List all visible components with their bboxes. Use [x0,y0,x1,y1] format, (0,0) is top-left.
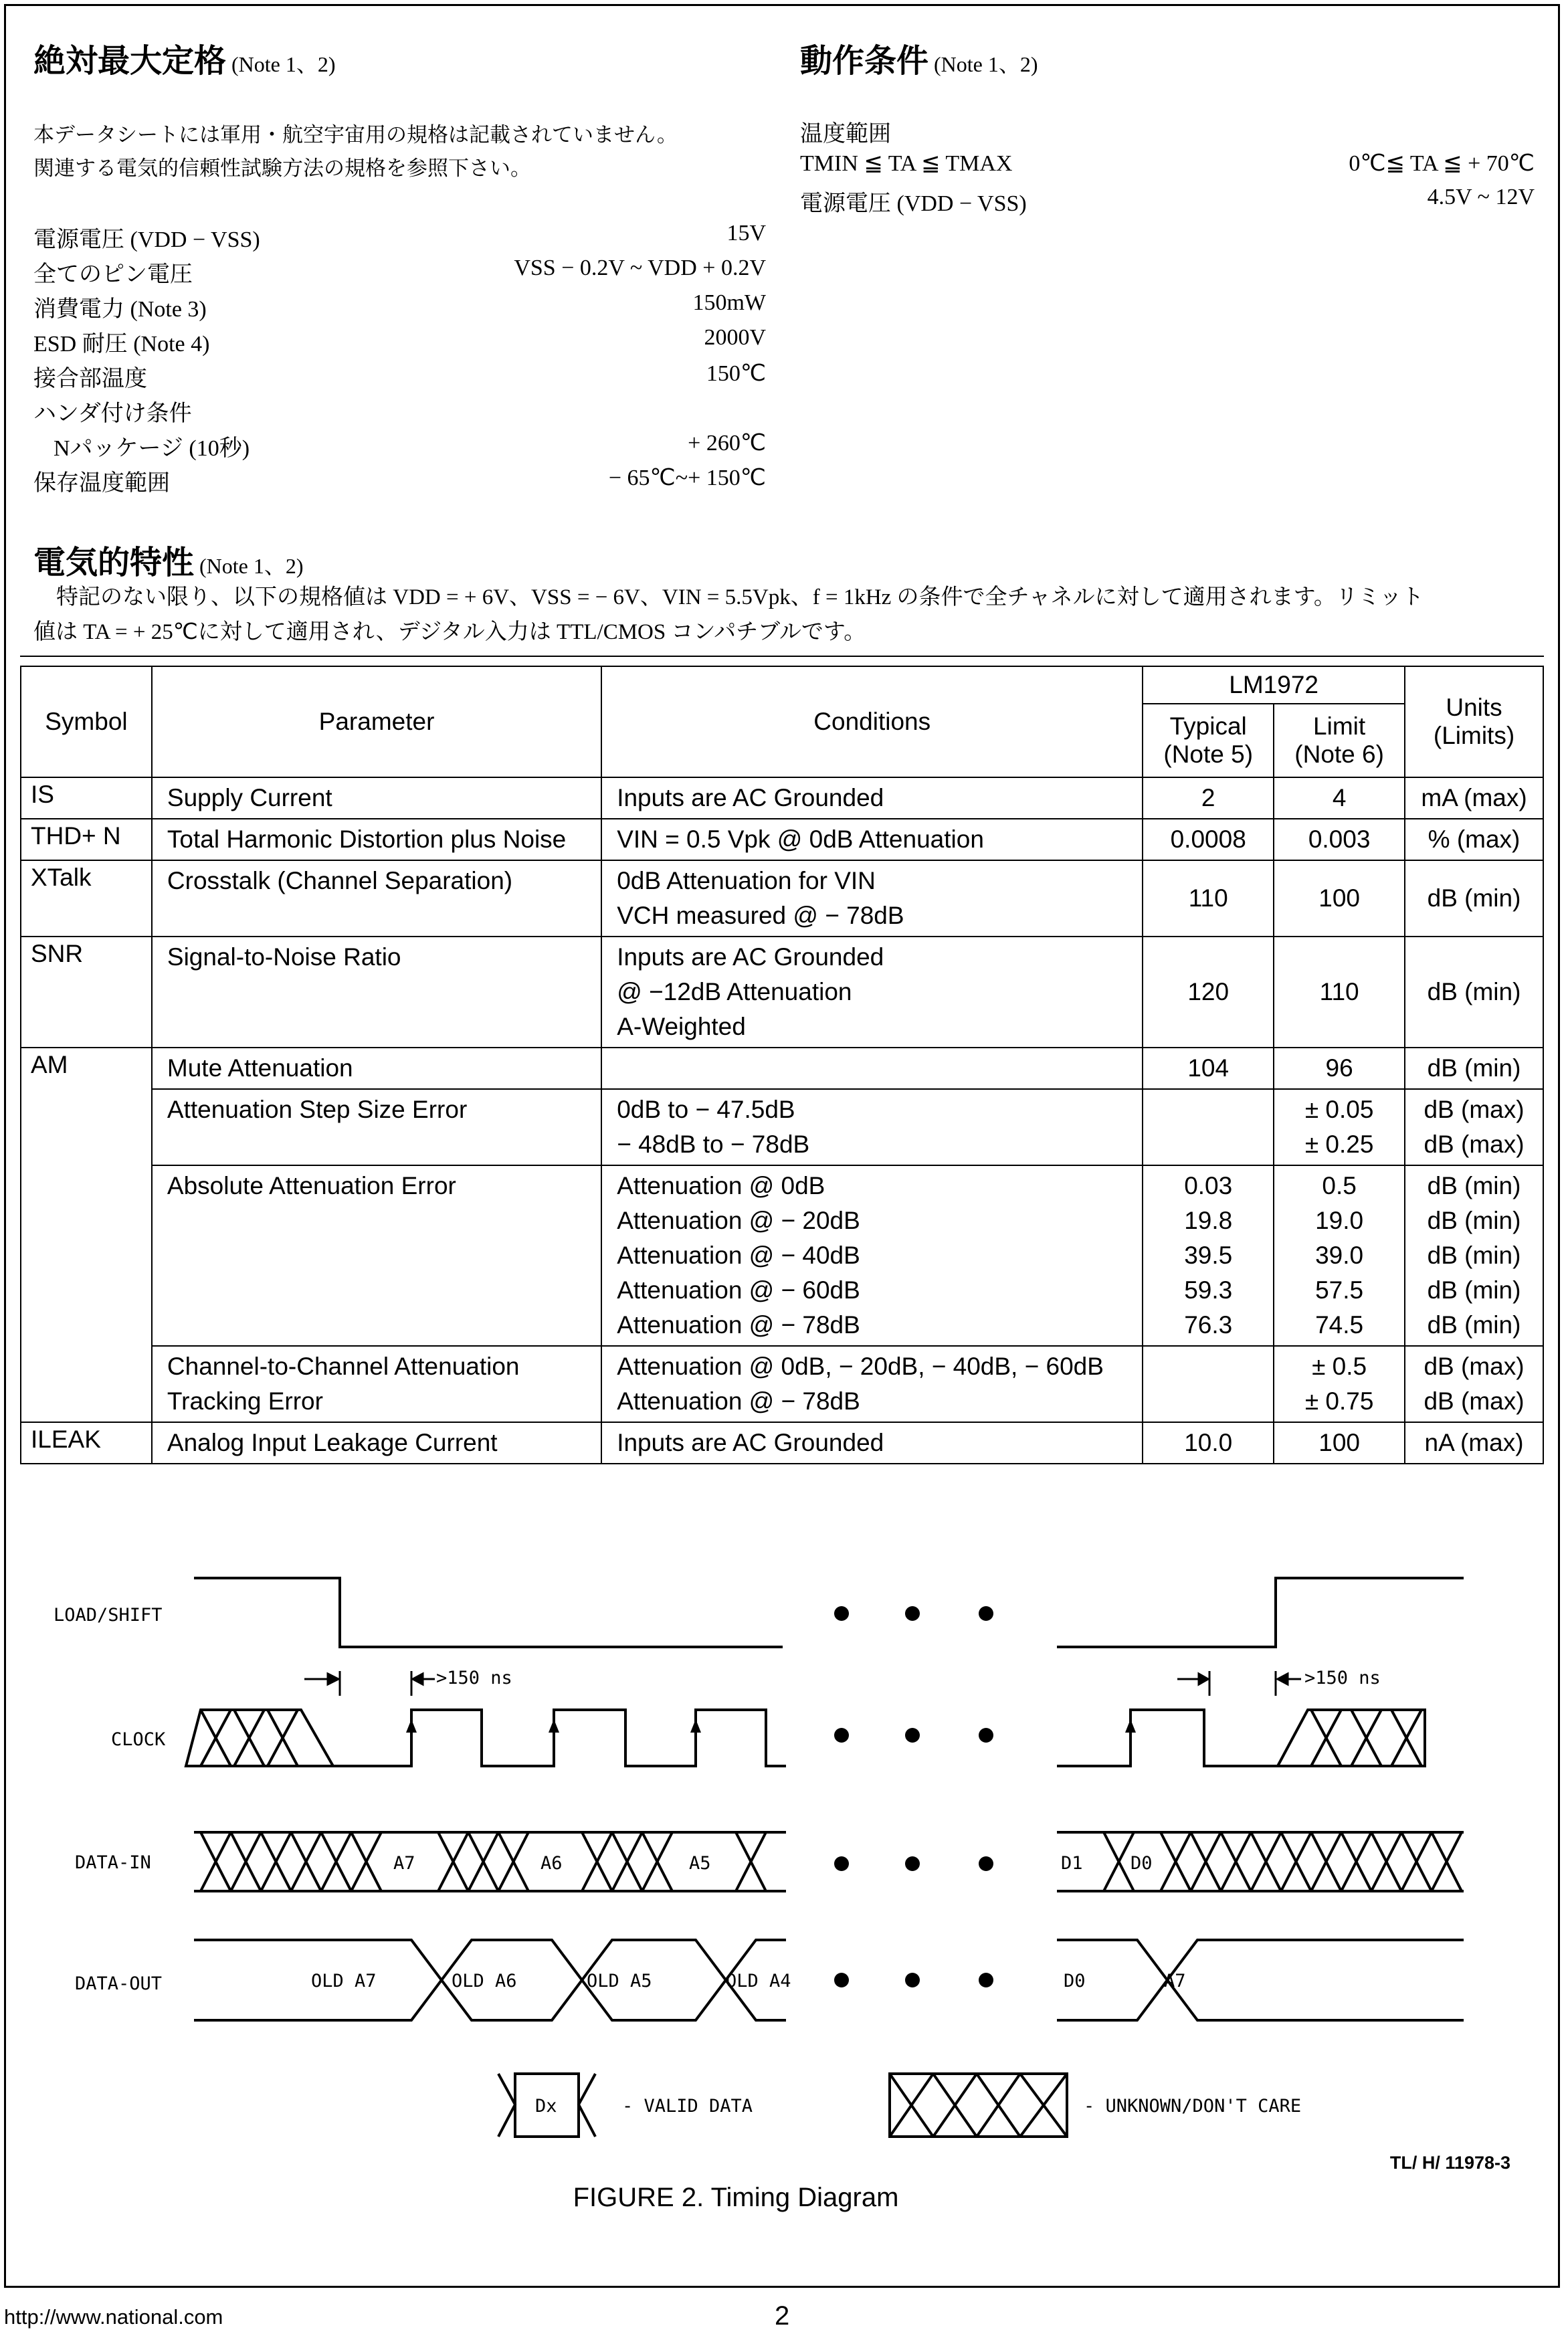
cell-limit-line: 96 [1325,1054,1353,1082]
cell-parameter [152,1346,601,1422]
data-in-a6: A6 [541,1853,563,1874]
cell-limit-line: 110 [1319,978,1359,1005]
section-rule [20,656,1544,657]
row-value: 0℃≦ TA ≦ + 70℃ [1349,151,1535,176]
clock-rising-arrows [406,1719,1136,1733]
cell-conditions [601,1346,1143,1422]
row-label: 電源電圧 (VDD − VSS) [800,191,1027,216]
elec-note: (Note 1、2) [199,554,304,578]
cell-units [1405,819,1543,860]
cell-typical [1143,860,1274,937]
row-label: ハンダ付け条件 [33,401,192,426]
cell-conditions [601,819,1143,860]
cell-units-line: dB (min) [1427,1242,1521,1269]
data-out-old-a5: OLD A5 [587,1971,652,1991]
typical-note: (Note 5) [1163,741,1254,768]
cell-typical-line: 39.5 [1184,1242,1233,1269]
cell-limit-line: 74.5 [1315,1311,1364,1339]
elec-heading [33,536,304,583]
cell-parameter [152,937,601,1048]
header-limit [1274,704,1405,777]
cell-units [1405,1346,1543,1422]
row-label: 接合部温度 [33,367,147,391]
cell-units [1405,937,1543,1048]
electrical-table-body [21,777,1543,1464]
data-in-d1: D1 [1061,1853,1083,1874]
table-row [21,1422,1543,1464]
header-conditions: Conditions [601,666,1143,777]
op-cond-title: 動作条件 [800,42,929,80]
cell-typical-line [1158,1092,1258,1127]
cell-typical [1143,819,1274,860]
abs-max-heading [33,35,336,81]
row-value: 4.5V ~ 12V [1427,185,1535,209]
cell-symbol: XTalk [21,860,152,937]
footer-url[interactable]: http://www.national.com [4,2305,223,2329]
cell-parameter-line: Absolute Attenuation Error [167,1172,456,1199]
cell-limit-line: 19.0 [1315,1207,1364,1234]
cell-units-line: dB (min) [1427,1207,1521,1234]
electrical-table [20,666,1544,1464]
cell-units [1405,1422,1543,1464]
cell-parameter [152,1048,601,1089]
cell-conditions [601,1048,1143,1089]
row-label: 全てのピン電圧 [33,262,193,287]
cell-typical-line: 19.8 [1184,1207,1233,1234]
figure-ref: TL/ H/ 11978-3 [1389,2153,1510,2173]
row-label: ESD 耐圧 (Note 4) [33,332,210,357]
cell-typical-line: 59.3 [1184,1276,1233,1304]
cell-typical-line: 120 [1187,978,1230,1005]
signal-data-in-label: DATA-IN [75,1852,151,1873]
continuation-dots [834,1606,993,1987]
data-in-a7: A7 [393,1853,415,1874]
cell-conditions-line: Attenuation @ − 60dB [617,1276,860,1304]
cell-units-line: dB (min) [1427,884,1521,912]
cell-parameter-line: Crosstalk (Channel Separation) [167,867,513,894]
cell-parameter-line: Total Harmonic Distortion plus Noise [167,825,567,853]
cell-typical-line: 10.0 [1184,1429,1233,1456]
cell-conditions [601,860,1143,937]
cell-limit [1274,1089,1405,1165]
units-sub: (Limits) [1433,722,1515,749]
cell-limit-line: 4 [1332,784,1347,811]
header-typical [1143,704,1274,777]
cell-symbol: ILEAK [21,1422,152,1464]
units-label: Units [1446,694,1502,721]
cell-limit [1274,777,1405,819]
cell-typical-line: 76.3 [1184,1311,1233,1339]
cell-limit-line: ± 0.75 [1304,1387,1374,1415]
cell-limit [1274,937,1405,1048]
cell-parameter-line: Channel-to-Channel Attenuation [167,1353,520,1380]
cell-units-line: % (max) [1428,825,1521,853]
row-label: 消費電力 (Note 3) [33,297,207,322]
row-value: 150℃ [706,361,766,386]
header-parameter: Parameter [152,666,601,777]
elec-desc-1: 特記のない限り、以下の規格値は VDD = + 6V、VSS = − 6V、VIN = 5.5Vpk、f = 1kHz の条件で全チャネルに対して適用されます。リミット [56,585,1424,609]
signal-load-shift-label: LOAD/SHIFT [54,1605,163,1626]
table-row [21,937,1543,1048]
clock-wave-left [333,1710,786,1766]
timing-diagram [0,1539,1568,2221]
clock-wave-right [1057,1710,1278,1766]
elec-desc-2: 値は TA = + 25℃に対して適用され、デジタル入力は TTL/CMOS コンパチブルです。 [33,620,866,644]
cell-limit [1274,819,1405,860]
data-out-d0: D0 [1064,1971,1086,1991]
cell-typical [1143,1089,1274,1165]
cell-limit-line: ± 0.25 [1304,1131,1374,1158]
table-row [21,860,1543,937]
data-out-old-a7: OLD A7 [311,1971,377,1991]
cell-conditions-line: Attenuation @ − 78dB [617,1387,860,1415]
legend-dx: Dx [535,2096,557,2117]
cell-parameter [152,1422,601,1464]
row-value: 15V [726,221,766,246]
cell-typical-line: 110 [1188,884,1228,912]
cell-limit [1274,1346,1405,1422]
typical-label: Typical [1169,712,1247,740]
cell-limit-line: 0.003 [1308,825,1371,853]
cell-units-line: mA (max) [1421,784,1527,811]
row-value: − 65℃~+ 150℃ [608,466,766,490]
cell-typical [1143,777,1274,819]
row-value: + 260℃ [688,431,766,456]
cell-conditions-line: Attenuation @ − 40dB [617,1242,860,1269]
data-in-d0: D0 [1131,1853,1153,1874]
cell-conditions-line: Attenuation @ 0dB, − 20dB, − 40dB, − 60dB [617,1353,1104,1380]
cell-units-line: dB (min) [1427,1172,1521,1199]
cell-conditions-line: A-Weighted [617,1013,746,1040]
data-out-old-a4: OLD A4 [726,1971,791,1991]
abs-max-title: 絶対最大定格 [33,42,227,80]
cell-typical [1143,1346,1274,1422]
cell-units [1405,1089,1543,1165]
cell-conditions-line: 0dB Attenuation for VIN [617,867,876,894]
cell-typical-line [1158,1349,1258,1384]
op-cond-heading [800,35,1038,81]
cell-parameter-line: Supply Current [167,784,332,811]
legend-unknown-label: - UNKNOWN/DON'T CARE [1084,2096,1302,2117]
cell-units [1405,777,1543,819]
cell-typical-line [1158,1127,1258,1162]
cell-typical-line: 0.03 [1184,1172,1233,1199]
op-cond-note: (Note 1、2) [934,52,1038,76]
header-units [1405,666,1543,777]
cell-parameter [152,1089,601,1165]
cell-units-line: dB (max) [1424,1353,1525,1380]
row-label: 温度範囲 [800,122,891,146]
load-shift-wave-right [1057,1578,1464,1647]
cell-limit-line: 100 [1318,1429,1360,1456]
cell-symbol: AM [21,1048,152,1422]
setup-time-left: >150 ns [436,1668,512,1688]
cell-conditions-line: Attenuation @ − 20dB [617,1207,860,1234]
cell-units [1405,1048,1543,1089]
cell-symbol: IS [21,777,152,819]
data-out-a7: A7 [1164,1971,1186,1991]
cell-parameter-line: Tracking Error [167,1387,323,1415]
row-value: VSS − 0.2V ~ VDD + 0.2V [514,256,766,280]
cell-conditions [601,937,1143,1048]
cell-parameter-line: Attenuation Step Size Error [167,1096,468,1123]
cell-limit-line: 0.5 [1322,1172,1357,1199]
legend-unknown-shape [890,2074,1067,2137]
figure-caption: FIGURE 2. Timing Diagram [573,2183,899,2212]
cell-conditions-line: Inputs are AC Grounded [617,1429,884,1456]
cell-conditions-line: @ −12dB Attenuation [617,978,852,1005]
cell-parameter [152,1165,601,1346]
setup-time-right: >150 ns [1304,1668,1381,1688]
limit-note: (Note 6) [1294,741,1384,768]
row-label: 電源電圧 (VDD − VSS) [33,227,260,252]
cell-conditions-line [617,1051,1127,1086]
data-out-wave [194,1940,1464,2020]
cell-conditions [601,777,1143,819]
row-label: 保存温度範囲 [33,471,170,496]
page-number: 2 [775,2301,790,2331]
cell-conditions-line: 0dB to − 47.5dB [617,1096,795,1123]
signal-data-out-label: DATA-OUT [75,1973,163,1994]
cell-units-line: dB (max) [1424,1131,1525,1158]
cell-conditions-line: VCH measured @ − 78dB [617,902,904,929]
cell-typical [1143,1165,1274,1346]
cell-symbol: SNR [21,937,152,1048]
cell-limit [1274,1165,1405,1346]
data-in-wave [194,1832,1464,1891]
cell-typical [1143,1422,1274,1464]
cell-typical-line: 2 [1201,784,1215,811]
cell-units-line: dB (min) [1427,1054,1521,1082]
cell-symbol: THD+ N [21,819,152,860]
cell-parameter-line: Analog Input Leakage Current [167,1429,498,1456]
row-value: 150mW [692,290,766,315]
cell-conditions [601,1165,1143,1346]
signal-clock-label: CLOCK [111,1729,166,1750]
legend-valid-label: - VALID DATA [622,2096,753,2117]
table-row [21,1346,1543,1422]
cell-conditions [601,1089,1143,1165]
table-row [21,819,1543,860]
cell-parameter [152,819,601,860]
limit-label: Limit [1313,712,1366,740]
table-row [21,1165,1543,1346]
cell-units-line: dB (max) [1424,1387,1525,1415]
cell-units [1405,860,1543,937]
cell-typical-line [1158,1384,1258,1419]
cell-limit [1274,1048,1405,1089]
cell-conditions-line: − 48dB to − 78dB [617,1131,810,1158]
cell-conditions-line: VIN = 0.5 Vpk @ 0dB Attenuation [617,825,984,853]
cell-limit-line: ± 0.5 [1312,1353,1367,1380]
cell-units-line: dB (min) [1427,1311,1521,1339]
header-part: LM1972 [1143,666,1405,704]
cell-limit [1274,860,1405,937]
cell-conditions-line: Inputs are AC Grounded [617,943,884,971]
cell-limit-line: ± 0.05 [1304,1096,1374,1123]
cell-typical-line: 104 [1187,1054,1230,1082]
clock-unknown-left [186,1710,333,1766]
table-row [21,777,1543,819]
abs-max-intro-2: 関連する電気的信頼性試験方法の規格を参照下さい。 [33,157,531,181]
cell-units-line: nA (max) [1424,1429,1524,1456]
cell-conditions [601,1422,1143,1464]
cell-typical [1143,937,1274,1048]
cell-units-line: dB (max) [1424,1096,1525,1123]
cell-limit [1274,1422,1405,1464]
header-symbol: Symbol [21,666,152,777]
cell-typical [1143,1048,1274,1089]
abs-max-note: (Note 1、2) [231,52,336,76]
clock-unknown-right [1278,1710,1425,1766]
cell-parameter-line: Mute Attenuation [167,1054,353,1082]
cell-limit-line: 57.5 [1315,1276,1364,1304]
cell-conditions-line: Inputs are AC Grounded [617,784,884,811]
cell-parameter [152,860,601,937]
table-row [21,1089,1543,1165]
cell-limit-line: 100 [1318,884,1360,912]
cell-conditions-line: Attenuation @ − 78dB [617,1311,860,1339]
data-in-a5: A5 [689,1853,711,1874]
row-value: 2000V [704,325,766,350]
abs-max-intro-1: 本データシートには軍用・航空宇宙用の規格は記載されていません。 [33,123,678,147]
cell-conditions-line: Attenuation @ 0dB [617,1172,825,1199]
cell-parameter [152,777,601,819]
load-shift-wave-left [194,1578,783,1647]
elec-title: 電気的特性 [33,544,195,581]
cell-typical-line: 0.0008 [1170,825,1246,853]
row-label: TMIN ≦ TA ≦ TMAX [800,151,1013,176]
cell-units [1405,1165,1543,1346]
cell-units-line: dB (min) [1427,1276,1521,1304]
cell-parameter-line: Signal-to-Noise Ratio [167,943,401,971]
data-out-old-a6: OLD A6 [452,1971,517,1991]
table-row [21,1048,1543,1089]
cell-limit-line: 39.0 [1315,1242,1364,1269]
row-label: Nパッケージ (10秒) [54,436,250,461]
cell-units-line: dB (min) [1427,978,1521,1005]
